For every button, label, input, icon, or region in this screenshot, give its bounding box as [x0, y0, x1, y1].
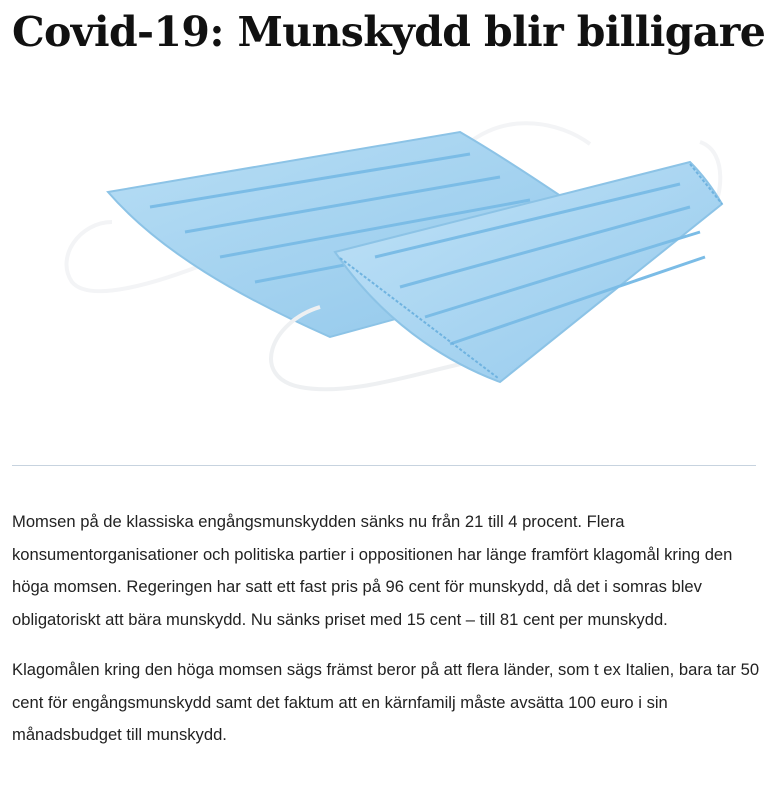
article-body	[12, 506, 760, 770]
paragraph-2: Klagomålen kring den höga momsen sägs främst beror på att flera länder, som t ex Italien, bara tar 50 cent för engångsmunskydd samt det faktum att en kärnfamilj måste avsätta 100 euro i sin månadsbudget till munskydd.	[12, 660, 760, 744]
divider	[12, 465, 756, 466]
hero-image-face-masks	[0, 82, 768, 458]
paragraph-1: Momsen på de klassiska engångsmunskydden sänks nu från 21 till 4 procent. Flera konsumentorganisationer och politiska partier i oppositionen har länge framfört klagomål kring den höga momsen. Regeringen har satt ett fast pris på 96 cent för munskydd, då det i somras blev obligatoriskt att bära munskydd. Nu sänks priset med 15 cent – till 81 cent per munskydd.	[12, 512, 733, 629]
article-title: Covid-19: Munskydd blir billigare	[12, 8, 766, 56]
